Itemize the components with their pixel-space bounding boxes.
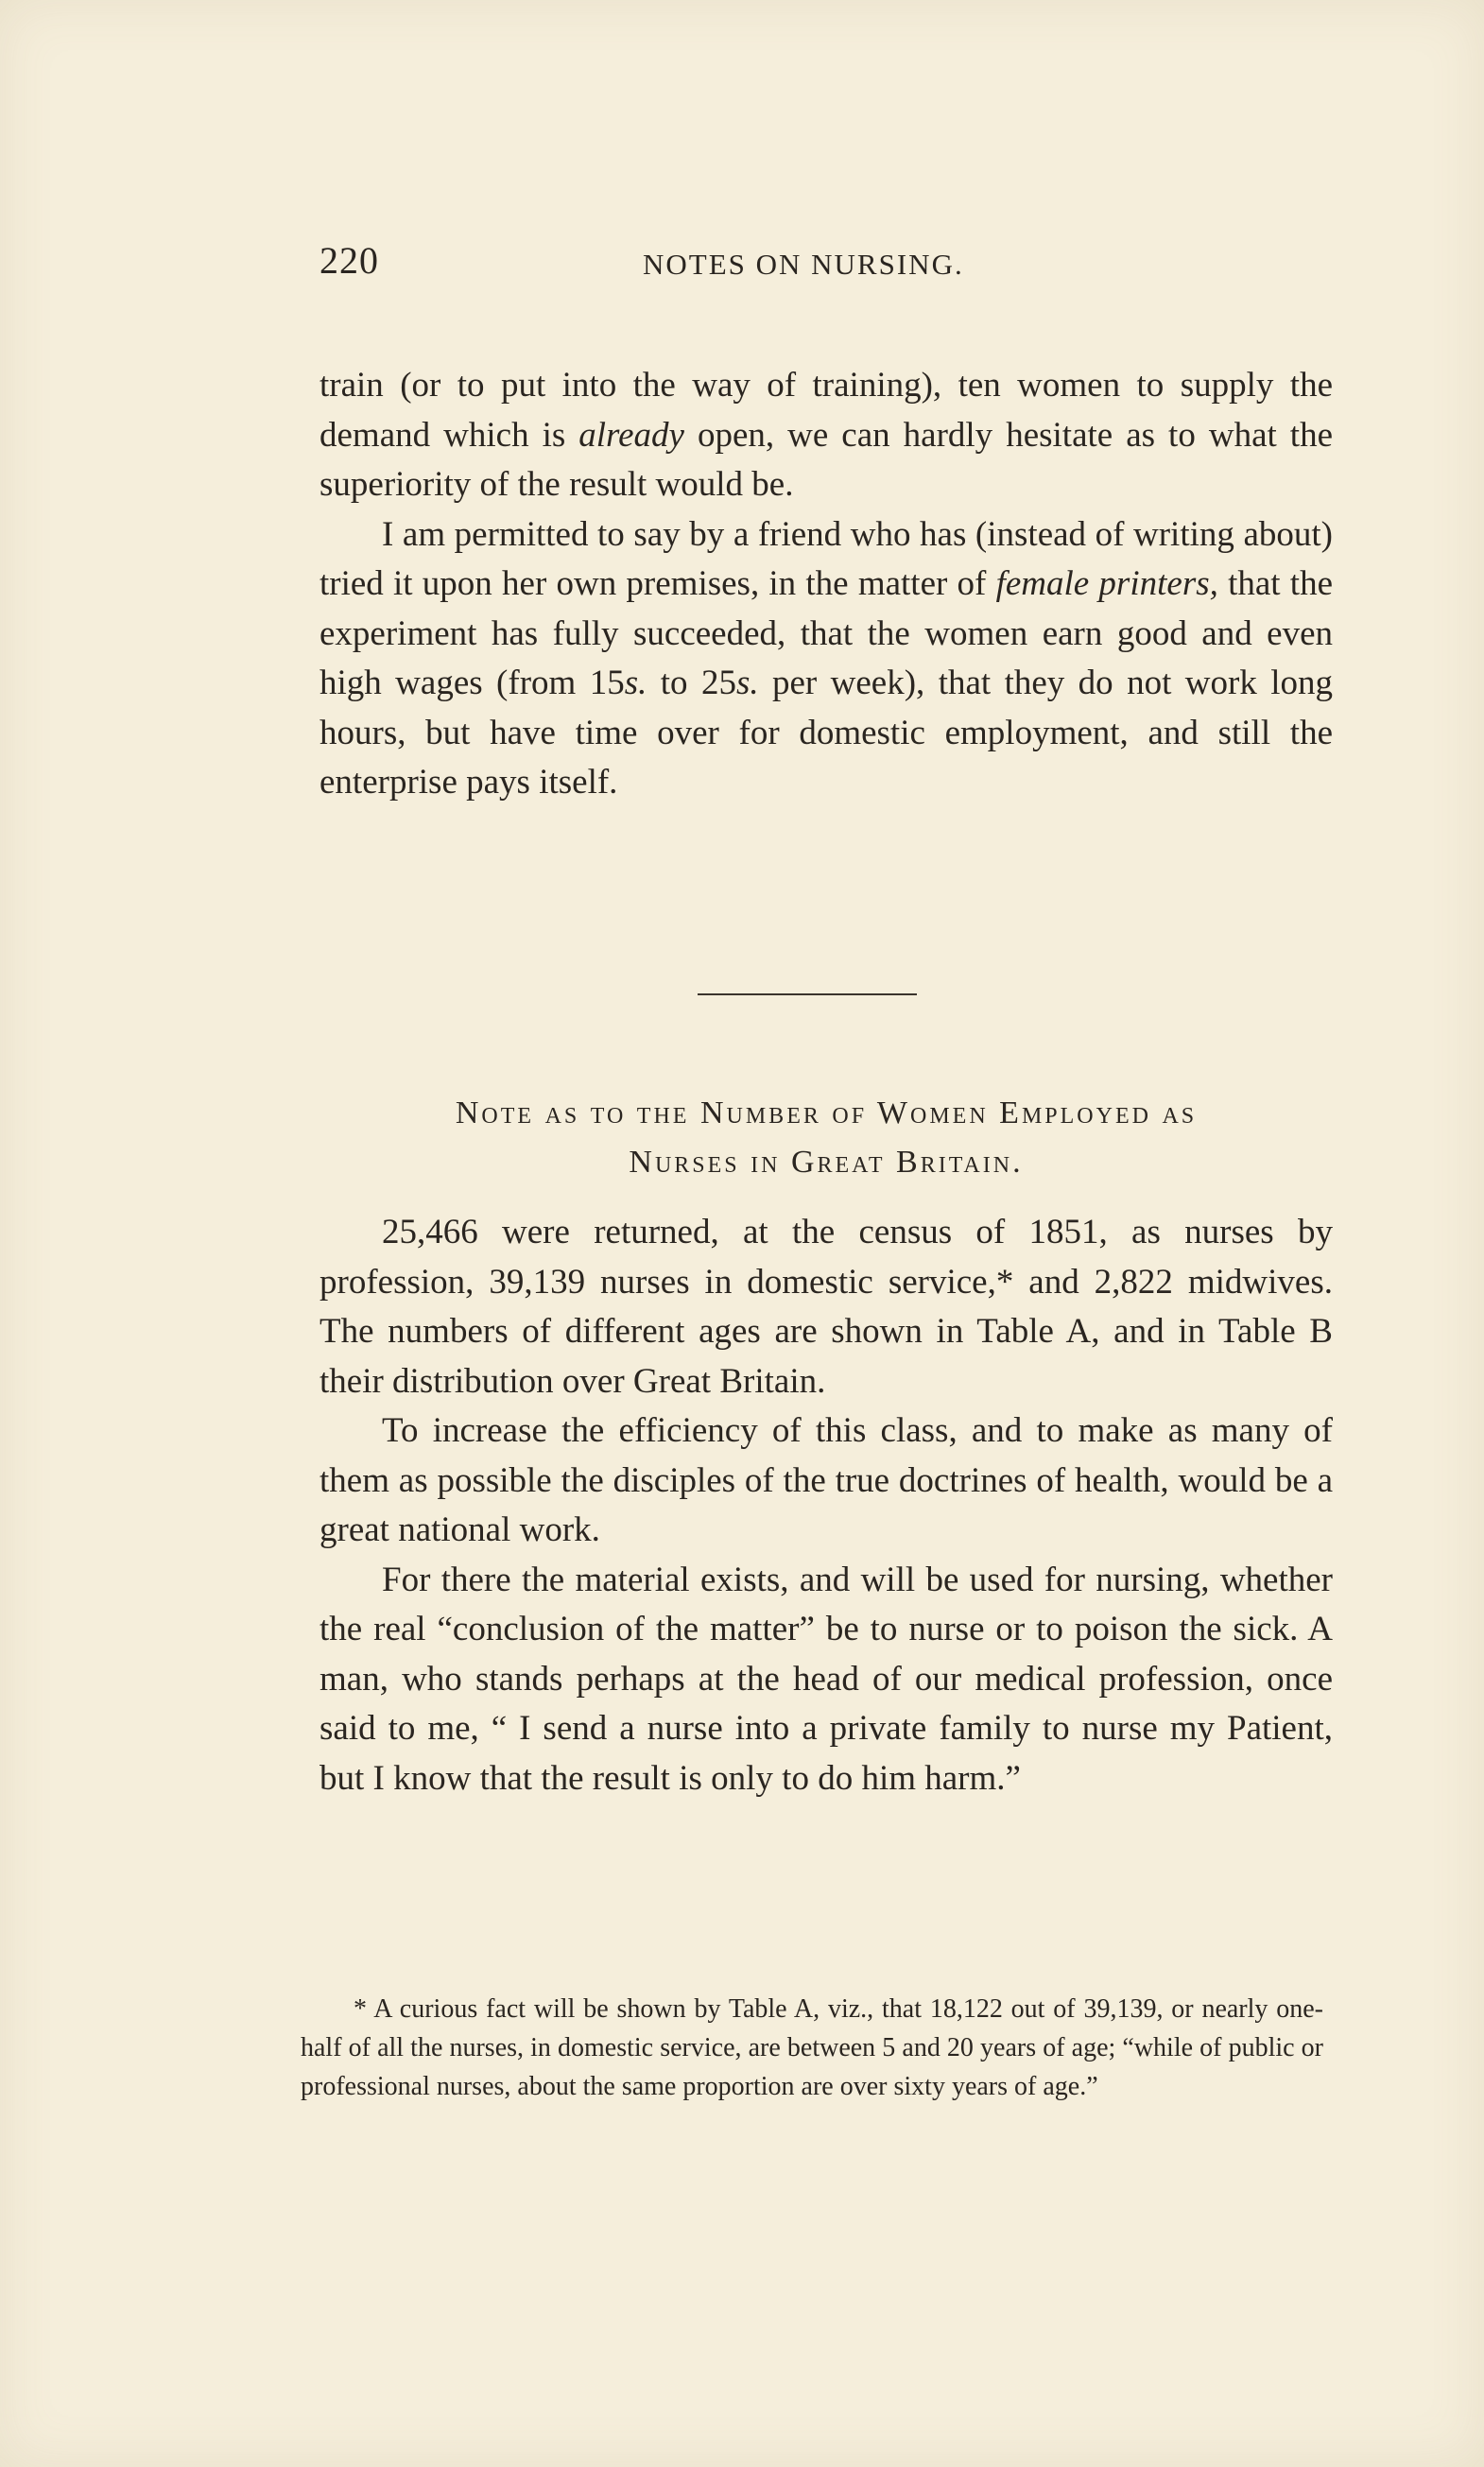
paragraph-material: For there the material exists, and will be used for nursing, whether the real “conclusion of the matter” be to nurse or to poison the sick. A man, who stands perhaps at the head of our medical profession, once said to me, “ I send a nurse into a private family to nurse my Patient, but I know that the result is only to do him harm.” <box>319 1560 1333 1798</box>
text-run: that the experiment has fully succeeded, that the women earn good and even high wages (from 15 <box>319 564 1333 702</box>
text-run: open, we can hardly hesitate as to what the superiority of the result would be. <box>319 415 1333 504</box>
page-number: 220 <box>319 239 379 282</box>
emphasis-shillings: s. <box>735 664 759 702</box>
note-heading-line: Note as to the Number of Women Employed as <box>455 1095 1198 1130</box>
running-head: NOTES ON NURSING. <box>643 248 964 281</box>
emphasis-already: already <box>578 415 684 455</box>
text-run: per week), that they do not work long hours, but have time over for domestic employment, and still the enterprise pays itself. <box>319 664 1333 802</box>
emphasis-shillings: s. <box>624 664 647 702</box>
note-text-block <box>319 1208 1333 1803</box>
paragraph-efficiency: To increase the efficiency of this class, and to make as many of them as possible the disciples of the true doctrines of health, would be a great national work. <box>319 1411 1333 1549</box>
footnote-text: A curious fact will be shown by Table A, viz., that 18,122 out of 39,139, or nearly one-half of all the nurses, in domestic service, are between 5 and 20 years of age; “while of public or professional nurses, about the same proportion are over sixty years of age.” <box>301 1994 1323 2101</box>
paragraph-continued <box>319 361 1333 510</box>
paragraph-census: 25,466 were returned, at the census of 1851, as nurses by profession, 39,139 nurses in domestic service,* and 2,822 midwives. The numbers of different ages are shown in Table A, and in Table B their distribution over Great Britain. <box>319 1213 1333 1401</box>
section-divider <box>698 993 917 995</box>
note-heading-line: Nurses in Great Britain. <box>629 1145 1024 1180</box>
text-run: train (or to put into the way of training), ten women to supply the demand which is <box>319 366 1333 455</box>
footnote <box>301 1990 1323 2106</box>
note-heading <box>319 1089 1333 1187</box>
text-run: I am permitted to say by a friend who has (instead of writing about) tried it upon her own premises, in the matter of <box>319 514 1333 603</box>
footnote-marker: * <box>354 1994 367 2024</box>
emphasis-female-printers: female printers, <box>995 564 1218 603</box>
paragraph-female-printers <box>319 510 1333 808</box>
top-text-block <box>319 361 1333 808</box>
text-run: to 25 <box>647 664 736 702</box>
